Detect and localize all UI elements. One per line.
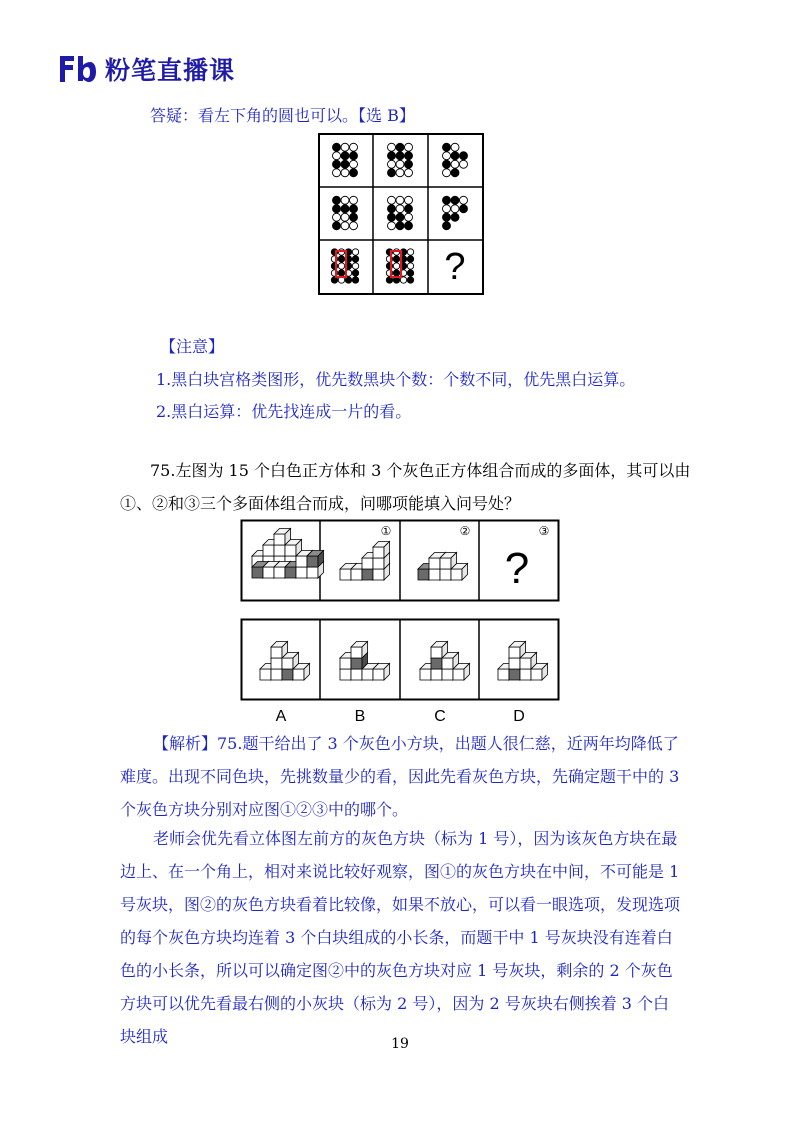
puzzle-dot	[333, 169, 341, 177]
white-cube	[509, 642, 526, 659]
puzzle-dot	[451, 213, 459, 221]
puzzle-dot	[341, 196, 349, 204]
note-title: 【注意】	[160, 337, 225, 356]
puzzle-dot	[352, 249, 358, 255]
puzzle-dot	[396, 205, 404, 213]
analysis-text-2: 老师会优先看立体图左前方的灰色方块（标为 1 号），因为该灰色方块在最边上、在一个角上，相对来说比较好观察，图①的灰色方块在中间，不可能是 1 号灰块，图②的灰色方块看着比较像，如果不放心，可以看一眼选项，发现选项的每个灰色方块均连着 3 个白块组成的小长条，而题干中 1 号灰块没有连着白色的小长条，所以可以确定图②中的灰色方块对应 1 号灰块，剩余的 2 个灰色方块可以优先看最右侧的小灰块（标为 2 号），因为 2 号灰块右侧挨着 3 个白块组成	[120, 829, 681, 1046]
puzzle-dot	[443, 160, 451, 168]
puzzle-dot	[451, 152, 459, 160]
puzzle-dot	[451, 196, 459, 204]
puzzle-dot	[443, 143, 451, 151]
puzzle-dot	[350, 205, 358, 213]
puzzle-dot	[388, 152, 396, 160]
puzzle-dot	[341, 169, 349, 177]
puzzle-dot	[350, 222, 358, 230]
puzzle-dot	[341, 160, 349, 168]
dot-puzzle-figure	[318, 133, 484, 295]
puzzle-dot	[407, 256, 413, 262]
puzzle-dot	[338, 270, 344, 276]
puzzle-dot	[460, 205, 468, 213]
white-cube	[271, 642, 288, 659]
puzzle-dot	[350, 169, 358, 177]
puzzle-dot	[407, 249, 413, 255]
puzzle-dot	[396, 169, 404, 177]
puzzle-dot	[407, 277, 413, 283]
puzzle-dot	[393, 270, 399, 276]
puzzle-question-mark: ?	[444, 246, 466, 288]
analysis-text-1: 【解析】75.题干给出了 3 个灰色小方块，出题人很仁慈，近两年均降低了难度。出现不同色块，先挑数量少的看，因此先看灰色方块，先确定题干中的 3 个灰色方块分别对应图①②③中的哪个。	[120, 734, 680, 819]
puzzle-dot	[405, 196, 413, 204]
puzzle-dot	[451, 143, 459, 151]
puzzle-dot	[341, 213, 349, 221]
puzzle-dot	[405, 143, 413, 151]
white-cube	[440, 553, 457, 570]
fb-logo-icon	[57, 54, 97, 84]
puzzle-dot	[460, 160, 468, 168]
puzzle-dot	[451, 169, 459, 177]
puzzle-dot	[443, 213, 451, 221]
puzzle-dot	[407, 270, 413, 276]
puzzle-dot	[396, 160, 404, 168]
puzzle-dot	[405, 169, 413, 177]
puzzle-dot	[341, 205, 349, 213]
puzzle-dot	[388, 160, 396, 168]
puzzle-dot	[352, 277, 358, 283]
puzzle-dot	[338, 256, 344, 262]
puzzle-dot	[460, 196, 468, 204]
label-circle-2: ②	[459, 524, 471, 538]
note-item-1: 1.黑白块宫格类图形，优先数黑块个数：个数不同，优先黑白运算。	[156, 370, 636, 389]
answer-doubt: 答疑：看左下角的圆也可以。【选 B】	[150, 106, 415, 125]
cube-puzzle-figure	[240, 519, 560, 729]
page-number: 19	[391, 1036, 409, 1052]
puzzle-dot	[405, 152, 413, 160]
puzzle-dot	[388, 196, 396, 204]
puzzle-dot	[333, 205, 341, 213]
label-circle-3: ③	[538, 524, 550, 538]
white-cube	[373, 664, 390, 681]
analysis-paragraph-1	[120, 727, 682, 826]
puzzle-dot	[341, 152, 349, 160]
logo-text: 粉笔直播课	[105, 56, 236, 85]
puzzle-dot	[350, 152, 358, 160]
puzzle-dot	[350, 160, 358, 168]
white-cube	[351, 642, 368, 659]
white-cube	[431, 642, 448, 659]
puzzle-dot	[393, 256, 399, 262]
cube-question-mark: ?	[504, 544, 530, 593]
puzzle-dot	[352, 256, 358, 262]
puzzle-dot	[333, 152, 341, 160]
puzzle-dot	[443, 196, 451, 204]
puzzle-dot	[388, 143, 396, 151]
puzzle-dot	[443, 205, 451, 213]
puzzle-dot	[396, 213, 404, 221]
puzzle-dot	[451, 160, 459, 168]
puzzle-dot	[451, 205, 459, 213]
puzzle-dot	[341, 222, 349, 230]
note-item-2: 2.黑白运算：优先找连成一片的看。	[156, 402, 412, 421]
puzzle-dot	[350, 143, 358, 151]
puzzle-dot	[407, 263, 413, 269]
brand-logo	[57, 52, 235, 86]
puzzle-dot	[388, 205, 396, 213]
puzzle-dot	[405, 205, 413, 213]
puzzle-dot	[333, 143, 341, 151]
puzzle-dot	[393, 263, 399, 269]
puzzle-dot	[341, 143, 349, 151]
label-circle-1: ①	[380, 524, 392, 538]
puzzle-dot	[396, 196, 404, 204]
white-cube	[285, 540, 302, 557]
puzzle-dot	[333, 196, 341, 204]
puzzle-dot	[405, 213, 413, 221]
puzzle-dot	[333, 222, 341, 230]
puzzle-dot	[338, 263, 344, 269]
puzzle-dot	[388, 213, 396, 221]
gray-cube	[307, 551, 324, 568]
puzzle-dot	[350, 213, 358, 221]
puzzle-dot	[352, 270, 358, 276]
puzzle-dot	[443, 152, 451, 160]
white-cube	[373, 542, 390, 559]
puzzle-dot	[443, 222, 451, 230]
option-label-a: A	[275, 708, 287, 725]
puzzle-dot	[350, 196, 358, 204]
puzzle-dot	[460, 152, 468, 160]
question-line-2: ①、②和③三个多面体组合而成，问哪项能填入问号处？	[120, 494, 521, 513]
puzzle-dot	[388, 222, 396, 230]
option-label-c: C	[434, 708, 446, 725]
puzzle-dot	[396, 152, 404, 160]
option-label-b: B	[354, 708, 366, 725]
analysis-paragraph-2	[120, 822, 682, 1053]
puzzle-dot	[352, 263, 358, 269]
puzzle-dot	[396, 222, 404, 230]
puzzle-dot	[333, 213, 341, 221]
option-label-d: D	[513, 708, 525, 725]
puzzle-dot	[443, 169, 451, 177]
puzzle-dot	[388, 169, 396, 177]
puzzle-dot	[405, 222, 413, 230]
question-line-1: 75.左图为 15 个白色正方体和 3 个灰色正方体组合而成的多面体，其可以由	[150, 461, 691, 480]
puzzle-dot	[405, 160, 413, 168]
puzzle-dot	[396, 143, 404, 151]
puzzle-dot	[333, 160, 341, 168]
